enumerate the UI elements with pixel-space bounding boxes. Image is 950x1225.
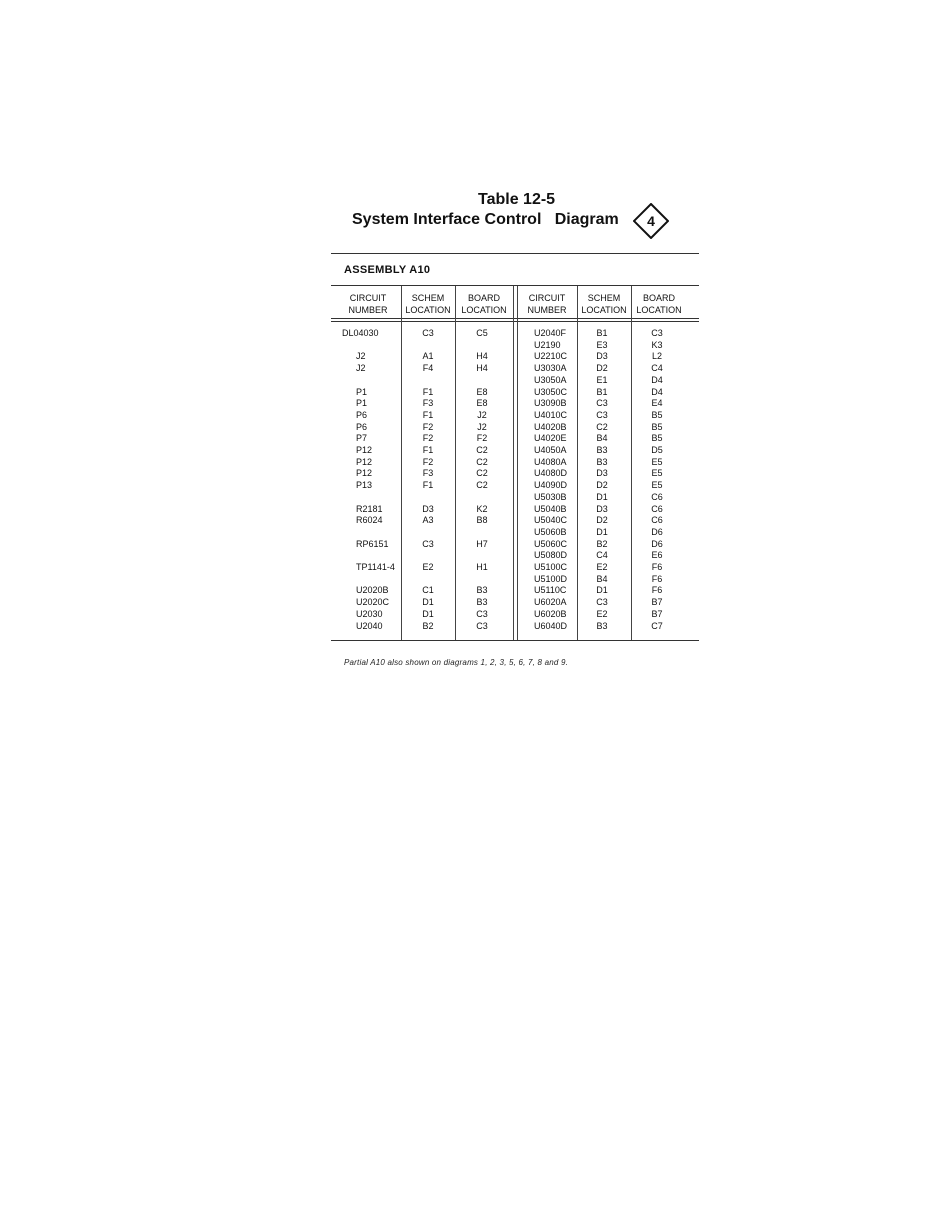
right-schem-cell: B2	[596, 538, 608, 549]
footnote: Partial A10 also shown on diagrams 1, 2, 3, 5, 6, 7, 8 and 9.	[344, 658, 569, 667]
center-divider	[513, 286, 514, 640]
left-schem-cell: B2	[422, 620, 434, 631]
right-board-cell: E5	[651, 480, 663, 491]
right-circuit-cell: U6020B	[534, 608, 567, 619]
right-schem-cell: D3	[596, 351, 608, 362]
right-board-cell: F6	[651, 573, 663, 584]
left-circuit-cell: U2030	[356, 608, 383, 619]
right-schem-cell: D1	[596, 585, 608, 596]
header-line: SCHEM	[587, 293, 621, 303]
right-schem-cell: C3	[596, 409, 608, 420]
left-board-cell: J2	[477, 409, 487, 420]
right-schem-cell: C3	[596, 597, 608, 608]
right-circuit-cell: U4080A	[534, 456, 567, 467]
right-circuit-cell: U5100C	[534, 562, 568, 572]
right-board-cell: D6	[651, 526, 663, 537]
header-line: NUMBER	[348, 305, 388, 315]
left-board-cell: C3	[476, 608, 488, 619]
right-schem-cell: D1	[596, 491, 608, 502]
header-circuit-number-right	[517, 292, 577, 316]
header-line: LOCATION	[581, 305, 627, 315]
left-schem-cell: D1	[422, 608, 434, 619]
left-circuit-cell: P1	[356, 386, 368, 397]
right-circuit-cell: U2210C	[534, 351, 568, 362]
right-board-cell: B5	[651, 421, 663, 432]
left-circuit-cell: U2020C	[356, 597, 390, 608]
left-schem-cell: F1	[422, 480, 434, 491]
header-schem-location-right	[577, 292, 631, 316]
left-board-cell: E8	[476, 398, 488, 409]
header-bottom-rule-1	[331, 318, 699, 319]
right-board-cell: C7	[651, 620, 663, 631]
right-circuit-cell: U5060C	[534, 538, 568, 549]
left-board-cell: H4	[476, 351, 488, 362]
left-circuit-cell: P12	[356, 456, 373, 467]
header-board-location-right	[631, 292, 687, 316]
left-board-cell: H7	[476, 538, 488, 549]
right-schem-cell: C2	[596, 421, 608, 432]
right-board-cell: C6	[651, 491, 663, 502]
center-divider	[517, 286, 518, 640]
left-board-cell: C2	[476, 480, 488, 491]
left-schem-cell: C1	[422, 585, 434, 596]
left-circuit-cell: DL04030	[342, 328, 379, 338]
right-board-cell: E6	[651, 550, 663, 561]
right-board-cell: B7	[651, 608, 663, 619]
left-schem-cell: D3	[422, 503, 434, 514]
right-board-cell: E5	[651, 468, 663, 479]
left-schem-cell: F3	[422, 398, 434, 409]
left-board-cell: C2	[476, 468, 488, 479]
right-schem-cell: D3	[596, 468, 608, 479]
left-schem-cell: F2	[422, 456, 434, 467]
right-board-cell: B5	[651, 409, 663, 420]
right-schem-cell: B3	[596, 620, 608, 631]
right-board-cell: F6	[651, 562, 663, 572]
header-line: BOARD	[467, 293, 500, 303]
top-rule	[331, 253, 699, 254]
header-line: BOARD	[642, 293, 675, 303]
left-circuit-cell: U2020B	[356, 585, 389, 596]
right-schem-cell: B1	[596, 386, 608, 397]
right-circuit-cell: U5040C	[534, 515, 568, 526]
header-board-location	[455, 292, 513, 316]
left-board-cell: B3	[476, 597, 488, 608]
right-circuit-cell: U5110C	[534, 585, 567, 596]
left-circuit-cell: P6	[356, 421, 368, 432]
left-circuit-cell: P7	[356, 433, 368, 444]
right-circuit-cell: U4020E	[534, 433, 567, 444]
left-circuit-cell: P13	[356, 480, 373, 491]
left-board-cell: B8	[476, 515, 488, 526]
right-schem-cell: E2	[596, 608, 608, 619]
header-line: LOCATION	[461, 305, 507, 315]
table-title: Table 12-5	[478, 191, 556, 208]
right-circuit-cell: U3050A	[534, 374, 567, 385]
right-board-cell: B5	[651, 433, 663, 444]
left-schem-cell: C3	[422, 328, 434, 338]
right-circuit-cell: U5040B	[534, 503, 567, 514]
left-board-cell: C5	[476, 328, 488, 338]
header-line: LOCATION	[405, 305, 451, 315]
left-circuit-cell: RP6151	[356, 538, 389, 549]
right-schem-cell: B4	[596, 573, 608, 584]
table-bottom-rule	[331, 640, 699, 641]
left-schem-cell: F1	[422, 386, 434, 397]
right-schem-cell: E1	[596, 374, 608, 385]
right-board-cell: F6	[651, 585, 663, 596]
header-top-rule	[331, 285, 699, 286]
right-schem-cell: C3	[596, 398, 608, 409]
assembly-label: ASSEMBLY A10	[344, 264, 431, 276]
right-board-cell: E4	[651, 398, 663, 409]
right-circuit-cell: U4020B	[534, 421, 567, 432]
right-circuit-cell: U3090B	[534, 398, 567, 409]
right-board-cell: C4	[651, 363, 663, 374]
left-schem-cell: D1	[422, 597, 434, 608]
right-circuit-cell: U5080D	[534, 550, 568, 561]
right-circuit-cell: U3050C	[534, 386, 568, 397]
header-line: SCHEM	[411, 293, 445, 303]
left-circuit-cell: P12	[356, 468, 373, 479]
left-circuit-cell: P6	[356, 409, 368, 420]
left-circuit-cell: U2040	[356, 620, 383, 631]
left-schem-cell: A3	[422, 515, 434, 526]
right-schem-cell: D3	[596, 503, 608, 514]
left-schem-cell: F2	[422, 433, 434, 444]
left-schem-cell: A1	[422, 351, 434, 362]
left-board-cell: H4	[476, 363, 488, 374]
header-line: LOCATION	[636, 305, 682, 315]
right-schem-cell: D2	[596, 363, 608, 374]
right-circuit-cell: U3030A	[534, 363, 567, 374]
right-circuit-cell: U4090D	[534, 480, 568, 491]
right-schem-cell: B3	[596, 445, 608, 455]
right-schem-cell: D2	[596, 480, 608, 491]
left-board-cell: E8	[476, 386, 488, 397]
right-circuit-cell: U5060B	[534, 526, 567, 537]
left-schem-cell: C3	[422, 538, 434, 549]
left-schem-cell: F2	[422, 421, 434, 432]
left-board-cell: C2	[476, 445, 488, 455]
right-board-cell: D4	[651, 386, 663, 397]
right-schem-cell: B1	[596, 328, 608, 338]
header-line: CIRCUIT	[528, 293, 566, 303]
left-board-cell: C2	[476, 456, 488, 467]
header-bottom-rule-2	[331, 321, 699, 322]
left-schem-cell: F1	[422, 445, 434, 455]
right-schem-cell: C4	[596, 550, 608, 561]
right-circuit-cell: U4050A	[534, 445, 567, 455]
left-board-cell: H1	[476, 562, 488, 572]
right-board-cell: C6	[651, 503, 663, 514]
right-schem-cell: B3	[596, 456, 608, 467]
left-circuit-cell: J2	[356, 363, 366, 374]
left-circuit-cell: P1	[356, 398, 368, 409]
right-circuit-cell: U5100D	[534, 573, 568, 584]
header-line: CIRCUIT	[349, 293, 387, 303]
right-circuit-cell: U6040D	[534, 620, 568, 631]
left-schem-cell: E2	[422, 562, 434, 572]
right-circuit-cell: U4010C	[534, 409, 568, 420]
right-board-cell: L2	[651, 351, 662, 362]
left-circuit-cell: TP1141-4	[356, 562, 395, 572]
right-schem-cell: B4	[596, 433, 608, 444]
right-schem-cell: E3	[596, 339, 608, 350]
right-schem-cell: D2	[596, 515, 608, 526]
right-circuit-cell: U2190	[534, 339, 561, 350]
right-board-cell: D5	[651, 445, 663, 455]
right-board-cell: C3	[651, 328, 663, 338]
left-board-cell: J2	[477, 421, 487, 432]
right-circuit-cell: U5030B	[534, 491, 567, 502]
left-circuit-cell: R2181	[356, 503, 383, 514]
header-schem-location	[401, 292, 455, 316]
right-circuit-cell: U2040F	[534, 328, 567, 338]
right-schem-cell: D1	[596, 526, 608, 537]
right-circuit-cell: U6020A	[534, 597, 567, 608]
right-board-cell: C6	[651, 515, 663, 526]
left-circuit-cell: R6024	[356, 515, 383, 526]
left-circuit-cell: J2	[356, 351, 366, 362]
right-board-cell: D6	[651, 538, 663, 549]
right-board-cell: B7	[651, 597, 663, 608]
left-schem-cell: F4	[422, 363, 434, 374]
right-board-cell: D4	[651, 374, 663, 385]
left-board-cell: C3	[476, 620, 488, 631]
left-circuit-cell: P12	[356, 445, 373, 455]
header-circuit-number	[335, 292, 401, 316]
left-board-cell: K2	[476, 503, 488, 514]
left-schem-cell: F1	[422, 409, 434, 420]
left-board-cell: B3	[476, 585, 488, 596]
right-circuit-cell: U4080D	[534, 468, 568, 479]
header-line: NUMBER	[527, 305, 567, 315]
right-board-cell: E5	[651, 456, 663, 467]
diagram-number: 4	[647, 213, 655, 229]
table-subtitle: System Interface Control Diagram	[352, 211, 619, 228]
right-schem-cell: E2	[596, 562, 608, 572]
left-board-cell: F2	[476, 433, 488, 444]
left-schem-cell: F3	[422, 468, 434, 479]
right-board-cell: K3	[651, 339, 663, 350]
diagram-diamond-icon	[633, 203, 669, 239]
